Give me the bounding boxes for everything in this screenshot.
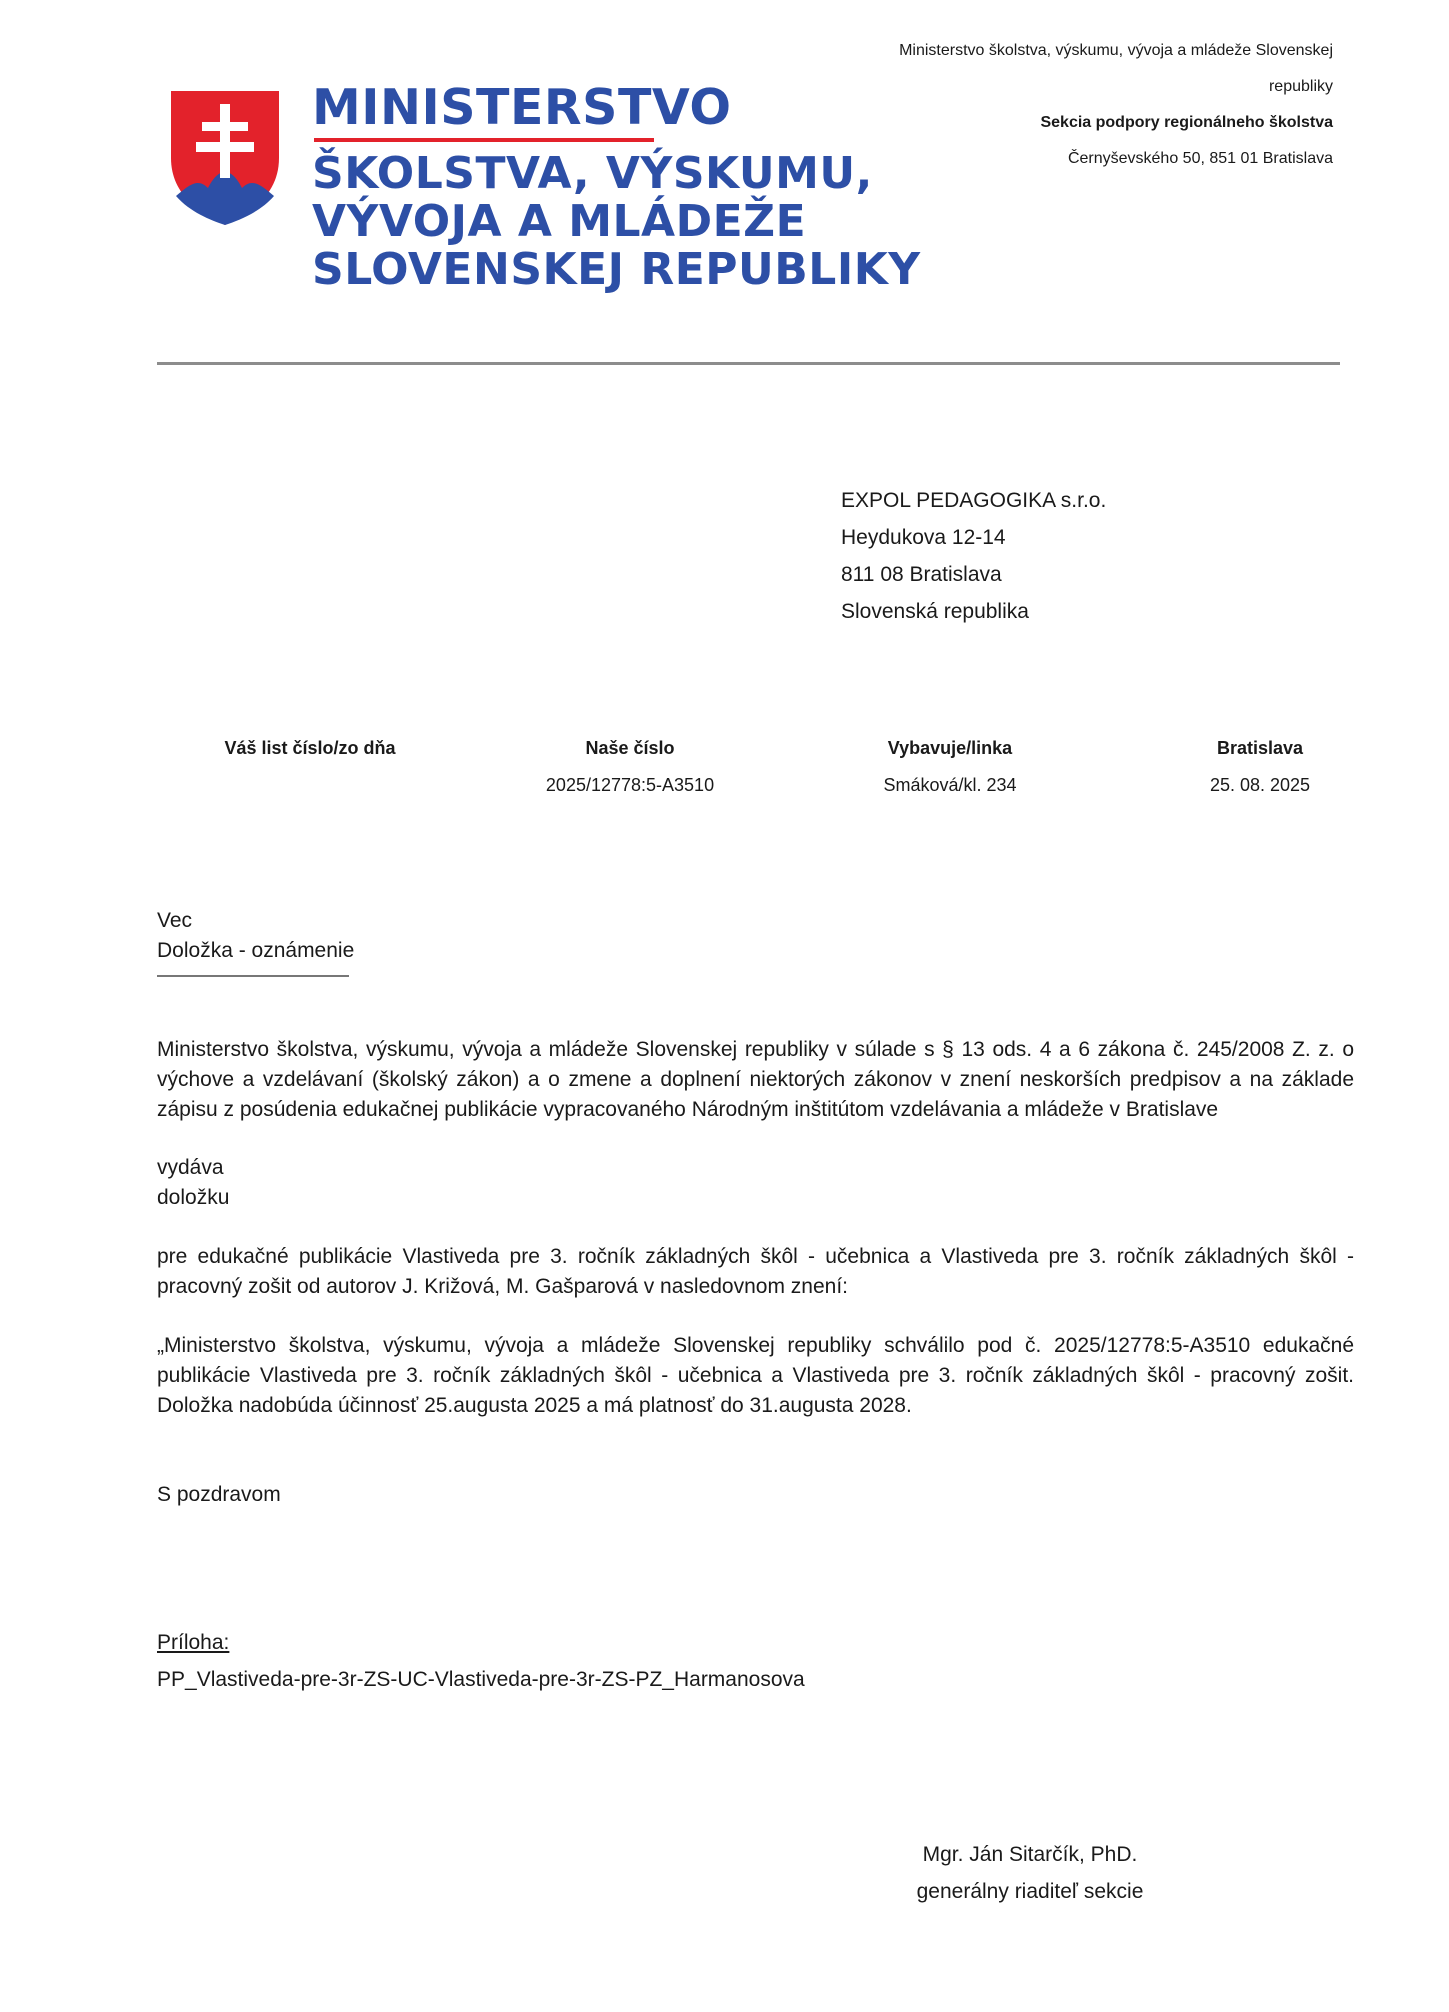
body-issues-block: [157, 1153, 1354, 1213]
ministry-logo: [168, 79, 921, 308]
sender-section: Sekcia podpory regionálneho školstva: [1040, 114, 1333, 131]
signature-title: generálny riaditeľ sekcie: [916, 1880, 1144, 1903]
reference-handled-by: [830, 730, 1070, 804]
subject-label: Vec: [157, 909, 193, 932]
reference-our-number: [510, 730, 750, 804]
reference-place-date: [1140, 730, 1380, 804]
reference-handled-by-label: Vybavuje/linka: [887, 738, 1013, 758]
reference-handled-by-value: Smáková/kl. 234: [883, 775, 1017, 795]
attachment-label-text: Príloha:: [157, 1631, 230, 1654]
recipient-street: Heydukova 12-14: [841, 526, 1006, 549]
sender-ministry-line2: republiky: [1268, 78, 1333, 95]
recipient-name: EXPOL PEDAGOGIKA s.r.o.: [841, 489, 1107, 512]
body-paragraph-1: Ministerstvo školstva, výskumu, vývoja a mládeže Slovenskej republiky v súlade s § 13 ods. 4 a 6 zákona č. 245/2008 Z. z. o výchove a vzdelávaní (školský zákon) a o zmene a doplnení niektorých zákonov v znení neskorších predpisov a na základe zápisu z posúdenia edukačnej publikácie vypracovaného Národným inštitútom vzdelávania a mládeže v Bratislave: [157, 1038, 1354, 1121]
body-paragraph-3: „Ministerstvo školstva, výskumu, vývoja a mládeže Slovenskej republiky schválilo pod č. 2025/12778:5-A3510 edukačné publikácie Vlastiveda pre 3. ročník základných škôl - učebnica a Vlastiveda pre 3. ročník základných škôl - pracovný zošit. Doložka nadobúda účinnosť 25.augusta 2025 a má platnosť do 31.augusta 2028.: [157, 1334, 1354, 1417]
reference-your-letter-label: Váš list číslo/zo dňa: [224, 738, 396, 758]
slovak-coat-of-arms-icon: [168, 88, 282, 228]
body-paragraph-2: pre edukačné publikácie Vlastiveda pre 3. ročník základných škôl - učebnica a Vlastiveda pre 3. ročník základných škôl - pracovný zošit od autorov J. Križová, M. Gašparová v nasledovnom znení:: [157, 1245, 1354, 1298]
subject-text: Doložka - oznámenie: [157, 939, 355, 962]
reference-our-number-value: 2025/12778:5-A3510: [545, 775, 715, 795]
sender-address: Černyševského 50, 851 01 Bratislava: [1067, 150, 1333, 167]
subject-underline: [157, 975, 349, 977]
body-issues-line2: doložku: [157, 1186, 230, 1209]
body-issues-line1: vydáva: [157, 1156, 224, 1179]
reference-your-letter: [190, 730, 430, 767]
attachment-label: [157, 1628, 1354, 1658]
reference-date-value: 25. 08. 2025: [1209, 775, 1311, 795]
logo-line3: VÝVOJA A MLÁDEŽE: [312, 196, 807, 247]
logo-red-underline: [314, 138, 654, 142]
reference-our-number-label: Naše číslo: [585, 738, 675, 758]
sender-ministry-line1: Ministerstvo školstva, výskumu, vývoja a mládeže Slovenskej: [899, 42, 1333, 59]
recipient-city: 811 08 Bratislava: [841, 563, 1002, 586]
greeting: S pozdravom: [157, 1483, 281, 1506]
attachment-file: PP_Vlastiveda-pre-3r-ZS-UC-Vlastiveda-pre-3r-ZS-PZ_Harmanosova: [157, 1668, 805, 1691]
subject-block: [157, 906, 354, 966]
signature-name: Mgr. Ján Sitarčík, PhD.: [922, 1843, 1138, 1866]
logo-line1: MINISTERSTVO: [312, 79, 732, 136]
header-divider: [157, 362, 1340, 365]
reference-place-label: Bratislava: [1216, 738, 1304, 758]
logo-line4: SLOVENSKEJ REPUBLIKY: [312, 244, 921, 295]
signature-block: [880, 1836, 1180, 1910]
recipient-country: Slovenská republika: [841, 600, 1029, 623]
logo-line2: ŠKOLSTVA, VÝSKUMU,: [312, 148, 873, 199]
recipient-address: [841, 482, 1106, 630]
